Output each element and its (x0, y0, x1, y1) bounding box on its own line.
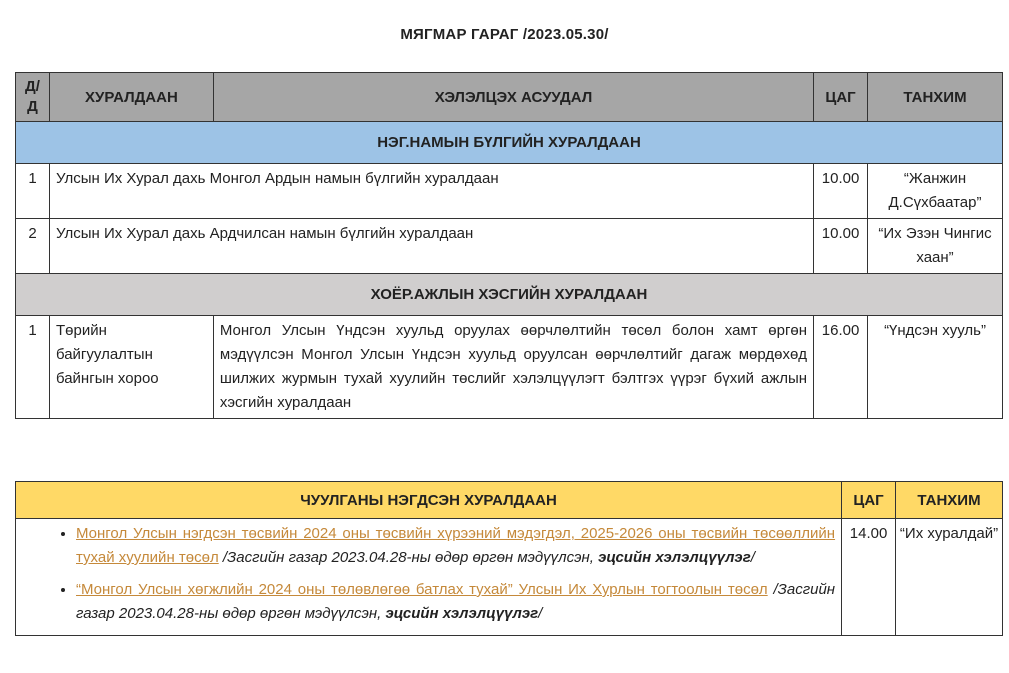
item-note: /Засгийн газар 2023.04.28-ны өдөр өргөн мэдүүлсэн, (218, 549, 599, 566)
row-room: “Үндсэн хууль” (868, 316, 1003, 419)
row-number: 1 (16, 164, 50, 219)
row-room: “Их Эзэн Чингис хаан” (868, 219, 1003, 274)
row-room: “Жанжин Д.Сүхбаатар” (868, 164, 1003, 219)
item-stage: эцсийн хэлэлцүүлэг (385, 605, 539, 622)
header-time: ЦАГ (814, 73, 868, 122)
schedule-table (15, 72, 1003, 419)
header-room: ТАНХИМ (896, 482, 1003, 519)
list-item (76, 522, 835, 570)
row-room: “Их хуралдай” (896, 519, 1003, 636)
item-stage: эцсийн хэлэлцүүлэг (598, 549, 751, 566)
resolution-link[interactable]: “Монгол Улсын хөгжлийн 2024 оны төлөвлөгөө батлах тухай” Улсын Их Хурлын тогтоолын төсөл (76, 581, 768, 598)
header-meeting: ХУРАЛДААН (49, 73, 213, 122)
header-row (16, 73, 1003, 122)
header-time: ЦАГ (842, 482, 896, 519)
row-issue: Монгол Улсын Үндсэн хуульд оруулах өөрчлөлтийн төсөл болон хамт өргөн мэдүүлсэн Монгол Улсын Үндсэн хуульд оруулсан өөрчлөлтийг дагаж мөрдөхөд шилжих журмын тухай хуулийн төслийг хэлэлцүүлэгт бэлтгэх үүрэг бүхий ажлын хэсгийн хуралдаан (213, 316, 813, 419)
plenary-table (15, 481, 1003, 636)
row-text: Улсын Их Хурал дахь Монгол Ардын намын бүлгийн хуралдаан (49, 164, 813, 219)
row-time: 10.00 (814, 164, 868, 219)
agenda-list (22, 522, 835, 626)
header-row (16, 482, 1003, 519)
table-row (16, 164, 1003, 219)
row-time: 16.00 (814, 316, 868, 419)
row-time: 14.00 (842, 519, 896, 636)
list-item (76, 578, 835, 626)
header-meeting: ЧУУЛГАНЫ НЭГДСЭН ХУРАЛДААН (16, 482, 842, 519)
row-text: Улсын Их Хурал дахь Ардчилсан намын бүлгийн хуралдаан (49, 219, 813, 274)
section-title: НЭГ.НАМЫН БҮЛГИЙН ХУРАЛДААН (16, 122, 1003, 164)
header-issue: ХЭЛЭЛЦЭХ АСУУДАЛ (213, 73, 813, 122)
header-num: Д/Д (16, 73, 50, 122)
bill-link[interactable]: Монгол Улсын нэгдсэн төсвийн 2024 оны төсвийн хүрээний мэдэгдэл, 2025-2026 оны төсвийн төсөөллийн тухай хуулийн төсөл (76, 525, 836, 566)
row-meeting: Төрийн байгуулалтын байнгын хороо (49, 316, 213, 419)
section-header (16, 274, 1003, 316)
table-row (16, 219, 1003, 274)
table-row (16, 519, 1003, 636)
item-note: /Засгийн газар 2023.04.28-ны өдөр өргөн мэдүүлсэн, (76, 581, 836, 622)
section-title: ХОЁР.АЖЛЫН ХЭСГИЙН ХУРАЛДААН (16, 274, 1003, 316)
page-title: МЯГМАР ГАРАГ /2023.05.30/ (400, 26, 609, 43)
item-end: / (538, 605, 543, 622)
section-header (16, 122, 1003, 164)
item-end: / (750, 549, 755, 566)
header-room: ТАНХИМ (868, 73, 1003, 122)
row-number: 2 (16, 219, 50, 274)
row-time: 10.00 (814, 219, 868, 274)
agenda-cell (16, 519, 842, 636)
row-number: 1 (16, 316, 50, 419)
table-row (16, 316, 1003, 419)
